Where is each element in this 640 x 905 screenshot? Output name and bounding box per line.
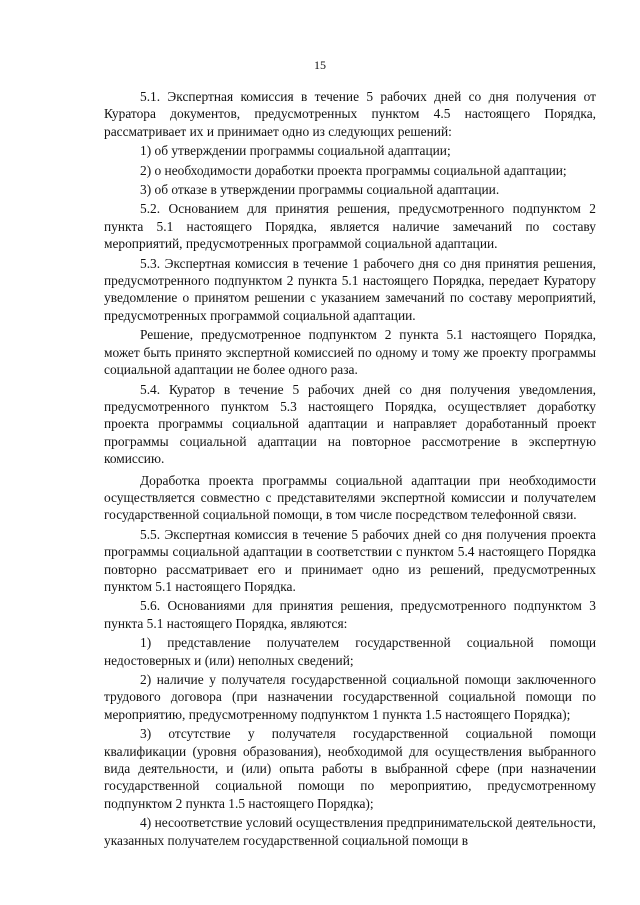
paragraph-5-3-note: Решение, предусмотренное подпунктом 2 пункта 5.1 настоящего Порядка, может быть принято экспертной комиссией по одному и тому же проекту программы социальной адаптации не более одного раза.: [104, 327, 596, 378]
paragraph-5-2: 5.2. Основанием для принятия решения, предусмотренного подпунктом 2 пункта 5.1 настоящего Порядка, является наличие замечаний по составу мероприятий, предусмотренных программой социальной адаптации.: [104, 201, 596, 252]
paragraph-5-5: 5.5. Экспертная комиссия в течение 5 рабочих дней со дня получения проекта программы социальной адаптации в соответствии с пунктом 5.4 настоящего Порядка повторно рассматривает его и принимает одно из решений, предусмотренных пунктом 5.1 настоящего Порядка.: [104, 526, 596, 594]
page-number: 15: [314, 58, 326, 72]
paragraph-5-4-note: Доработка проекта программы социальной адаптации при необходимости осуществляется совместно с представителями экспертной комиссии и получателем государственной социальной помощи, в том числе посредством телефонной связи.: [104, 472, 596, 523]
list-item-5-1-2: 2) о необходимости доработки проекта программы социальной адаптации;: [140, 162, 567, 178]
list-item-5-6-4: 4) несоответствие условий осуществления предпринимательской деятельности, указанных получателем государственной социальной помощи в: [104, 815, 596, 848]
list-item-5-1-3: 3) об отказе в утверждении программы социальной адаптации.: [140, 182, 500, 198]
document-body: [104, 88, 596, 851]
paragraph-5-6: 5.6. Основаниями для принятия решения, предусмотренного подпунктом 3 пункта 5.1 настоящего Порядка, являются:: [104, 598, 596, 631]
paragraph-5-3: 5.3. Экспертная комиссия в течение 1 рабочего дня со дня принятия решения, предусмотренного подпунктом 2 пункта 5.1 настоящего Порядка, передает Куратору уведомление о принятом решении с указанием замечаний по составу мероприятий, предусмотренных программой социальной адаптации.: [104, 255, 596, 323]
list-item-5-6-1: 1) представление получателем государственной социальной помощи недостоверных и (или) неполных сведений;: [104, 635, 596, 668]
list-item-5-6-2: 2) наличие у получателя государственной социальной помощи заключенного трудового договора (при назначении государственной социальной помощи по мероприятию, предусмотренному подпунктом 1 пункта 1.5 настоящего Порядка);: [104, 672, 596, 722]
paragraph-5-1: 5.1. Экспертная комиссия в течение 5 рабочих дней со дня получения от Куратора документов, предусмотренных пунктом 4.5 настоящего Порядка, рассматривает их и принимает одно из следующих решений:: [104, 89, 596, 139]
paragraph-5-4: 5.4. Куратор в течение 5 рабочих дней со дня получения уведомления, предусмотренного пунктом 5.3 настоящего Порядка, осуществляет доработку проекта программы социальной адаптации и направляет доработанный проект программы социальной адаптации на повторное рассмотрение в экспертную комиссию.: [104, 381, 596, 467]
list-item-5-6-3: 3) отсутствие у получателя государственной социальной помощи квалификации (уровня образования), необходимой для осуществления выбранного вида деятельности, и (или) опыта работы в выбранной сфере (при назначении государственной социальной помощи по мероприятию, предусмотренному подпунктом 2 пункта 1.5 настоящего Порядка);: [104, 726, 596, 811]
list-item-5-1-1: 1) об утверждении программы социальной адаптации;: [140, 143, 451, 159]
